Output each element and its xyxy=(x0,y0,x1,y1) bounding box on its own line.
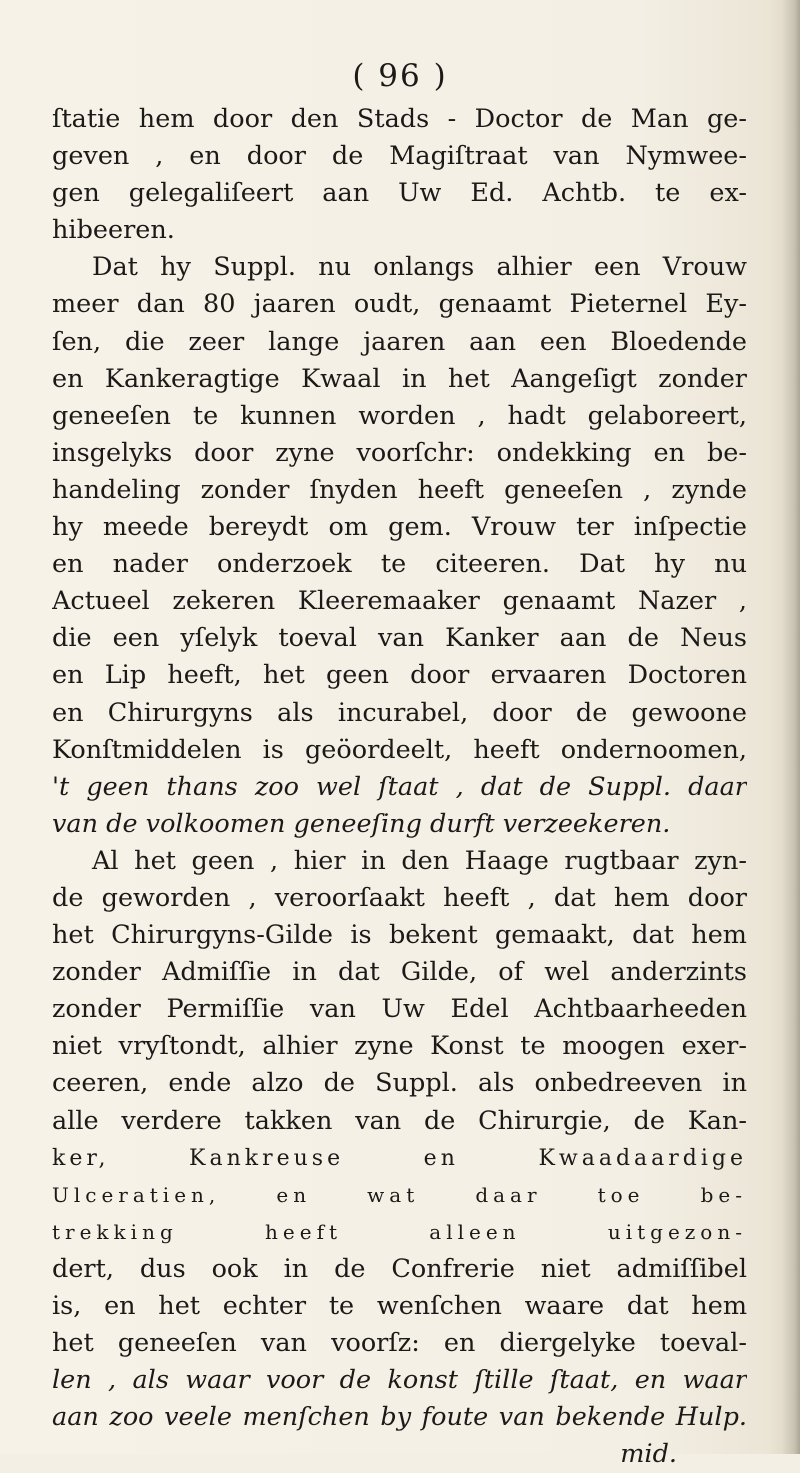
text-line: Actueel zekeren Kleeremaaker genaamt Nazer , xyxy=(52,586,747,617)
text-line: is, en het echter te wenſchen waare dat hem xyxy=(52,1291,747,1321)
text-line: en Chirurgyns als incurabel, door de gewoone xyxy=(52,697,747,728)
text-line: ceeren, ende alzo de Suppl. als onbedreeven in xyxy=(52,1068,747,1099)
text-line: en Kankeragtige Kwaal in het Aangeſigt zonder xyxy=(52,363,747,394)
body-text xyxy=(52,101,747,1473)
text-line: niet vryſtondt, alhier zyne Konst te moogen exer- xyxy=(52,1031,747,1062)
page-edge-shadow xyxy=(782,0,800,1454)
text-line: de geworden , veroorſaakt heeft , dat hem door xyxy=(52,882,747,913)
text-line: zonder Admiſſie in dat Gilde, of wel anderzints xyxy=(52,957,747,988)
text-line: ſtatie hem door den Stads - Doctor de Man ge- xyxy=(52,104,747,134)
text-line: Konſtmiddelen is geöordeelt, heeft ondernoomen, xyxy=(52,734,747,765)
page-number: ( 96 ) xyxy=(352,58,448,94)
text-line: het geneeſen van voorſz: en diergelyke toeval- xyxy=(52,1328,747,1359)
text-line: hibeeren. xyxy=(52,215,175,246)
text-line: geven , en door de Magiſtraat van Nymwee- xyxy=(52,141,747,172)
text-line: trekking heeft alleen uitgezon- xyxy=(52,1219,747,1244)
text-line: geneeſen te kunnen worden , hadt gelaboreert, xyxy=(52,400,747,431)
text-line: dert, dus ook in de Confrerie niet admiſſibel xyxy=(52,1253,747,1284)
text-line: die een yſelyk toeval van Kanker aan de Neus xyxy=(52,623,747,654)
text-line: zonder Permiſſie van Uw Edel Achtbaarheeden xyxy=(52,994,747,1025)
text-line: en Lip heeft, het geen door ervaaren Doctoren xyxy=(52,660,747,691)
text-line: Al het geen , hier in den Haage rugtbaar zyn- xyxy=(92,845,747,876)
text-line: hy meede bereydt om gem. Vrouw ter inſpectie xyxy=(52,512,747,543)
text-line: mid. xyxy=(620,1439,677,1470)
text-line: insgelyks door zyne voorſchr: ondekking en be- xyxy=(52,437,747,468)
text-line: gen gelegaliſeert aan Uw Ed. Achtb. te ex- xyxy=(52,178,747,209)
text-line: alle verdere takken van de Chirurgie, de Kan- xyxy=(52,1105,747,1136)
text-line: ſen, die zeer lange jaaren aan een Bloedende xyxy=(52,326,747,357)
text-line: aan zoo veele menſchen by foute van bekende Hulp. xyxy=(52,1402,747,1433)
text-line: Dat hy Suppl. nu onlangs alhier een Vrouw xyxy=(92,252,747,283)
text-line: van de volkoomen geneeſing durft verzeekeren. xyxy=(52,808,671,839)
text-line: handeling zonder ſnyden heeft geneeſen , zynde xyxy=(52,474,747,505)
text-line: 't geen thans zoo wel ſtaat , dat de Suppl. daar xyxy=(52,771,747,802)
text-line: het Chirurgyns-Gilde is bekent gemaakt, dat hem xyxy=(52,920,747,951)
text-line: meer dan 80 jaaren oudt, genaamt Pieternel Ey- xyxy=(52,289,747,320)
text-line: en nader onderzoek te citeeren. Dat hy nu xyxy=(52,549,747,580)
text-line: len , als waar voor de konst ſtille ſtaat, en waar xyxy=(52,1365,747,1396)
text-line: Ulceratien, en wat daar toe be- xyxy=(52,1182,747,1207)
text-line: ker, Kankreuse en Kwaadaardige xyxy=(52,1145,747,1171)
